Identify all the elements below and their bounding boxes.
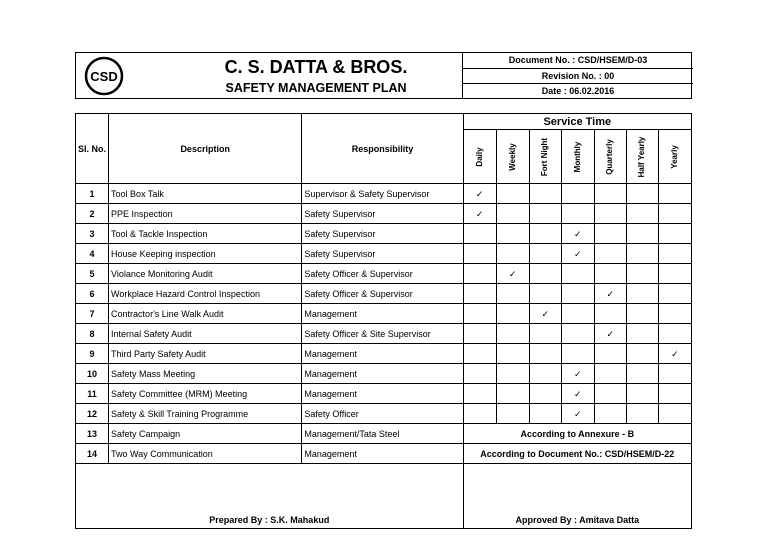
row-responsibility: Management/Tata Steel xyxy=(302,424,463,444)
row-responsibility: Management xyxy=(302,444,463,464)
row-freq-cell xyxy=(658,324,691,344)
check-icon: ✓ xyxy=(463,204,496,224)
table-row xyxy=(76,244,692,264)
table-row xyxy=(76,424,692,444)
safety-plan-table xyxy=(75,113,692,529)
row-freq-cell xyxy=(594,244,626,264)
freq-half-yearly-header: Half Yearly xyxy=(626,130,658,184)
table-row xyxy=(76,344,692,364)
row-freq-cell xyxy=(529,384,561,404)
row-freq-cell xyxy=(463,364,496,384)
row-sl-no: 6 xyxy=(76,284,109,304)
freq-yearly-header: Yearly xyxy=(658,130,691,184)
row-freq-cell xyxy=(594,404,626,424)
row-sl-no: 12 xyxy=(76,404,109,424)
company-name: C. S. DATTA & BROS. xyxy=(224,57,408,77)
row-freq-cell xyxy=(561,204,594,224)
approved-by: Approved By : Amitava Datta xyxy=(463,464,691,529)
row-freq-cell xyxy=(658,264,691,284)
row-freq-cell xyxy=(529,264,561,284)
table-row xyxy=(76,324,692,344)
row-description: Safety Mass Meeting xyxy=(109,364,302,384)
row-freq-cell xyxy=(496,244,529,264)
document-header xyxy=(75,52,692,99)
row-sl-no: 7 xyxy=(76,304,109,324)
row-responsibility: Safety Supervisor xyxy=(302,224,463,244)
check-icon: ✓ xyxy=(529,304,561,324)
row-freq-cell xyxy=(463,244,496,264)
row-freq-cell xyxy=(658,224,691,244)
row-responsibility: Management xyxy=(302,384,463,404)
freq-weekly-header: Weekly xyxy=(496,130,529,184)
row-freq-cell xyxy=(561,304,594,324)
row-freq-cell xyxy=(626,224,658,244)
row-freq-cell xyxy=(529,404,561,424)
row-freq-cell xyxy=(594,384,626,404)
row-freq-cell xyxy=(496,204,529,224)
row-freq-cell xyxy=(496,324,529,344)
row-freq-cell xyxy=(658,284,691,304)
row-freq-cell xyxy=(529,184,561,204)
row-description: Contractor's Line Walk Audit xyxy=(109,304,302,324)
row-freq-cell xyxy=(463,404,496,424)
table-row xyxy=(76,184,692,204)
row-freq-cell xyxy=(626,384,658,404)
row-description: Violance Monitoring Audit xyxy=(109,264,302,284)
row-freq-cell xyxy=(463,344,496,364)
row-sl-no: 3 xyxy=(76,224,109,244)
row-freq-cell xyxy=(594,224,626,244)
row-description: PPE Inspection xyxy=(109,204,302,224)
row-freq-cell xyxy=(496,304,529,324)
row-sl-no: 9 xyxy=(76,344,109,364)
check-icon: ✓ xyxy=(561,404,594,424)
row-freq-cell xyxy=(529,364,561,384)
row-freq-cell xyxy=(594,264,626,284)
service-time-header: Service Time xyxy=(463,114,691,130)
row-description: Two Way Communication xyxy=(109,444,302,464)
row-freq-cell xyxy=(463,224,496,244)
row-freq-cell xyxy=(529,244,561,264)
row-description: Third Party Safety Audit xyxy=(109,344,302,364)
row-responsibility: Supervisor & Safety Supervisor xyxy=(302,184,463,204)
row-freq-cell xyxy=(626,284,658,304)
description-header: Description xyxy=(109,114,302,184)
row-freq-cell xyxy=(626,264,658,284)
check-icon: ✓ xyxy=(594,284,626,304)
row-freq-cell xyxy=(529,324,561,344)
row-responsibility: Management xyxy=(302,344,463,364)
row-responsibility: Management xyxy=(302,364,463,384)
prepared-by: Prepared By : S.K. Mahakud xyxy=(76,464,464,529)
row-freq-cell xyxy=(594,304,626,324)
row-freq-cell xyxy=(658,244,691,264)
check-icon: ✓ xyxy=(463,184,496,204)
row-freq-cell xyxy=(626,244,658,264)
row-freq-cell xyxy=(496,344,529,364)
row-freq-cell xyxy=(626,204,658,224)
row-freq-cell xyxy=(529,224,561,244)
table-row xyxy=(76,364,692,384)
row-description: Safety & Skill Training Programme xyxy=(109,404,302,424)
row-responsibility: Safety Officer & Supervisor xyxy=(302,284,463,304)
row-freq-cell xyxy=(561,324,594,344)
check-icon: ✓ xyxy=(561,244,594,264)
revision-number: Revision No. : 00 xyxy=(463,68,693,83)
check-icon: ✓ xyxy=(561,364,594,384)
row-freq-cell xyxy=(561,264,594,284)
table-row xyxy=(76,204,692,224)
table-row xyxy=(76,444,692,464)
row-freq-cell xyxy=(496,184,529,204)
row-description: Tool & Tackle Inspection xyxy=(109,224,302,244)
table-row xyxy=(76,304,692,324)
table-row xyxy=(76,264,692,284)
row-freq-cell xyxy=(594,184,626,204)
row-description: Safety Committee (MRM) Meeting xyxy=(109,384,302,404)
row-freq-cell xyxy=(463,384,496,404)
row-freq-cell xyxy=(529,284,561,304)
freq-quarterly-header: Quarterly xyxy=(594,130,626,184)
check-icon: ✓ xyxy=(658,344,691,364)
row-freq-cell xyxy=(626,344,658,364)
row-description: Workplace Hazard Control Inspection xyxy=(109,284,302,304)
row-freq-cell xyxy=(496,284,529,304)
row-freq-cell xyxy=(561,284,594,304)
freq-daily-header: Daily xyxy=(463,130,496,184)
row-freq-cell xyxy=(463,284,496,304)
row-freq-cell xyxy=(561,344,594,364)
row-responsibility: Safety Officer & Supervisor xyxy=(302,264,463,284)
row-freq-cell xyxy=(463,324,496,344)
freq-monthly-header: Monthly xyxy=(561,130,594,184)
row-freq-cell xyxy=(529,344,561,364)
row-responsibility: Safety Officer & Site Supervisor xyxy=(302,324,463,344)
responsibility-header: Responsibility xyxy=(302,114,463,184)
row-freq-cell xyxy=(594,364,626,384)
logo-text: CSD xyxy=(90,69,118,84)
row-sl-no: 8 xyxy=(76,324,109,344)
row-description: Safety Campaign xyxy=(109,424,302,444)
row-description: Internal Safety Audit xyxy=(109,324,302,344)
freq-fortnight-header: Fort Night xyxy=(529,130,561,184)
row-responsibility: Management xyxy=(302,304,463,324)
check-icon: ✓ xyxy=(561,384,594,404)
row-sl-no: 13 xyxy=(76,424,109,444)
row-service-note: According to Document No.: CSD/HSEM/D-22 xyxy=(463,444,691,464)
check-icon: ✓ xyxy=(594,324,626,344)
document-info xyxy=(462,53,693,98)
table-row xyxy=(76,404,692,424)
table-row xyxy=(76,284,692,304)
check-icon: ✓ xyxy=(561,224,594,244)
row-freq-cell xyxy=(594,204,626,224)
row-freq-cell xyxy=(626,404,658,424)
row-freq-cell xyxy=(496,364,529,384)
row-freq-cell xyxy=(626,324,658,344)
table-row xyxy=(76,384,692,404)
row-responsibility: Safety Supervisor xyxy=(302,244,463,264)
row-freq-cell xyxy=(496,384,529,404)
row-freq-cell xyxy=(658,204,691,224)
row-freq-cell xyxy=(463,304,496,324)
company-logo xyxy=(84,56,124,96)
row-freq-cell xyxy=(658,304,691,324)
row-freq-cell xyxy=(658,364,691,384)
row-freq-cell xyxy=(658,384,691,404)
row-freq-cell xyxy=(496,404,529,424)
row-freq-cell xyxy=(496,224,529,244)
row-description: Tool Box Talk xyxy=(109,184,302,204)
row-freq-cell xyxy=(594,344,626,364)
row-sl-no: 4 xyxy=(76,244,109,264)
row-freq-cell xyxy=(658,404,691,424)
check-icon: ✓ xyxy=(496,264,529,284)
table-row xyxy=(76,224,692,244)
row-sl-no: 11 xyxy=(76,384,109,404)
row-sl-no: 2 xyxy=(76,204,109,224)
row-freq-cell xyxy=(626,304,658,324)
row-sl-no: 5 xyxy=(76,264,109,284)
row-freq-cell xyxy=(658,184,691,204)
row-service-note: According to Annexure - B xyxy=(463,424,691,444)
row-freq-cell xyxy=(463,264,496,284)
row-sl-no: 14 xyxy=(76,444,109,464)
plan-title: SAFETY MANAGEMENT PLAN xyxy=(225,81,407,95)
row-freq-cell xyxy=(561,184,594,204)
row-responsibility: Safety Supervisor xyxy=(302,204,463,224)
row-freq-cell xyxy=(626,184,658,204)
row-sl-no: 10 xyxy=(76,364,109,384)
row-freq-cell xyxy=(529,204,561,224)
sl-no-header: Sl. No. xyxy=(76,114,109,184)
row-responsibility: Safety Officer xyxy=(302,404,463,424)
document-number: Document No. : CSD/HSEM/D-03 xyxy=(508,55,648,65)
row-description: House Keeping inspection xyxy=(109,244,302,264)
table-body xyxy=(76,184,692,464)
row-freq-cell xyxy=(626,364,658,384)
row-sl-no: 1 xyxy=(76,184,109,204)
document-date: Date : 06.02.2016 xyxy=(463,83,693,98)
